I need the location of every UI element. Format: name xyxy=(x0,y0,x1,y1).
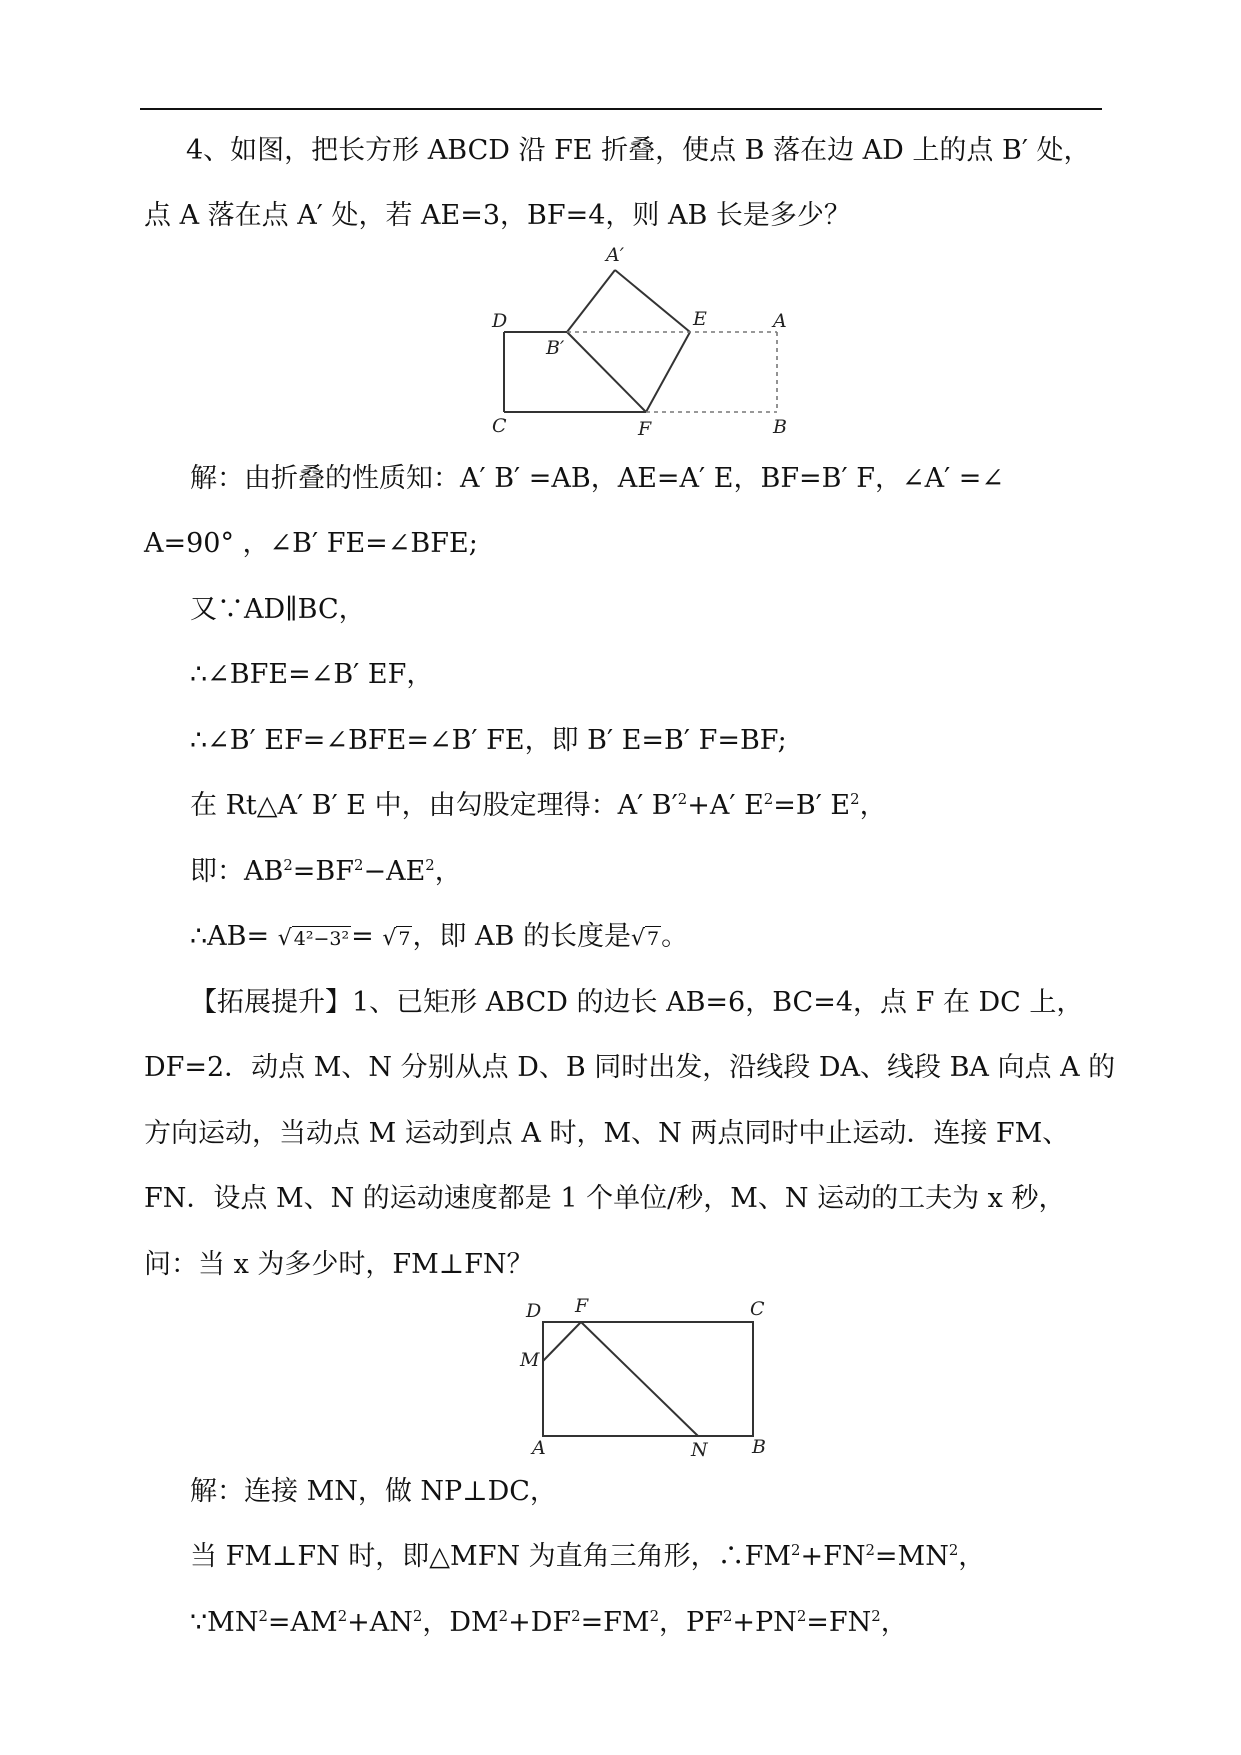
sqrt-expression: √ 7 xyxy=(630,926,660,951)
text-run: = xyxy=(351,921,383,952)
label-B: B xyxy=(773,416,787,438)
segment-MF xyxy=(543,1322,581,1361)
solution-ext-line1: 解：连接 MN，做 NP⊥DC， xyxy=(190,1476,557,1507)
text-run: ∴AB= xyxy=(190,921,278,952)
text-run: ， xyxy=(434,856,462,887)
text-run: 在 Rt△A′ B′ E 中，由勾股定理得：A′ B′ xyxy=(190,790,678,821)
label-A-prime: A′ xyxy=(606,244,625,266)
solution-ext-line2 xyxy=(190,1540,985,1574)
label-B: B xyxy=(752,1436,766,1458)
extension-line1: 【拓展提升】1、已矩形 ABCD 的边长 AB=6，BC=4，点 F 在 DC 上， xyxy=(190,987,1084,1018)
solution4-line5: ∴∠B′ EF=∠BFE=∠B′ FE，即 B′ E=B′ F=BF; xyxy=(190,725,787,756)
sqrt-expression: √ 7 xyxy=(382,926,411,951)
text-run: ， xyxy=(880,1607,908,1638)
radicand: 4²−3² xyxy=(293,928,350,950)
superscript: 2 xyxy=(498,1607,509,1625)
problem4-line1: 4、如图，把长方形 ABCD 沿 FE 折叠，使点 B 落在边 AD 上的点 B′ 处， xyxy=(186,135,1091,166)
edge-EF xyxy=(646,332,690,412)
edge-B-prime-A-prime xyxy=(567,270,615,332)
superscript: 2 xyxy=(677,790,688,808)
segment-FN xyxy=(581,1322,698,1436)
solution4-line6 xyxy=(190,789,887,823)
solution4-line4: ∴∠BFE=∠B′ EF， xyxy=(190,659,434,690)
text-run: ，即 AB 的长度是 xyxy=(412,921,631,952)
text-run: =AM xyxy=(267,1607,338,1638)
text-run: ∵MN xyxy=(190,1607,259,1638)
text-run: +AN xyxy=(347,1607,413,1638)
text-run: 当 FM⊥FN 时，即△MFN 为直角三角形，∴FM xyxy=(190,1541,792,1572)
text-run: ， xyxy=(859,790,887,821)
edge-B-prime-F xyxy=(567,332,646,412)
text-run: =FN xyxy=(806,1607,872,1638)
superscript: 2 xyxy=(258,1607,268,1625)
label-B-prime: B′ xyxy=(546,337,565,359)
superscript: 2 xyxy=(850,790,860,808)
label-C: C xyxy=(750,1298,765,1320)
superscript: 2 xyxy=(763,790,774,808)
text-run: =MN xyxy=(874,1541,949,1572)
text-run: =BF xyxy=(292,856,354,887)
text-run: =B′ E xyxy=(773,790,851,821)
label-E: E xyxy=(693,308,707,330)
superscript: 2 xyxy=(283,856,293,874)
edge-A-prime-E xyxy=(615,270,690,332)
superscript: 2 xyxy=(865,1541,875,1559)
solution4-line3: 又∵AD∥BC， xyxy=(190,594,366,625)
superscript: 2 xyxy=(871,1607,881,1625)
text-run: ，DM xyxy=(422,1607,499,1638)
superscript: 2 xyxy=(571,1607,581,1625)
sqrt-expression: √ 4²−3² xyxy=(277,926,350,951)
solution4-line2: A=90° ，∠B′ FE=∠BFE; xyxy=(144,528,478,559)
superscript: 2 xyxy=(425,856,435,874)
solution4-line1: 解：由折叠的性质知：A′ B′ =AB，AE=A′ E，BF=B′ F，∠A′ =∠ xyxy=(190,463,1005,494)
label-A: A xyxy=(532,1437,546,1459)
text-run: +FN xyxy=(800,1541,866,1572)
extension-line5: 问：当 x 为多少时，FM⊥FN？ xyxy=(144,1249,534,1280)
superscript: 2 xyxy=(354,856,364,874)
text-run: 即：AB xyxy=(190,856,284,887)
label-C: C xyxy=(492,415,507,437)
superscript: 2 xyxy=(791,1541,801,1559)
solution-ext-line3 xyxy=(190,1606,908,1640)
solution4-line7 xyxy=(190,855,462,889)
header-rule xyxy=(140,108,1102,110)
label-D: D xyxy=(492,310,508,332)
label-M: M xyxy=(520,1349,540,1371)
superscript: 2 xyxy=(796,1607,807,1625)
label-D: D xyxy=(526,1300,542,1322)
label-A: A xyxy=(773,310,787,332)
extension-line2: DF=2．动点 M、N 分别从点 D、B 同时出发，沿线段 DA、线段 BA 向点 A 的 xyxy=(144,1052,1116,1083)
label-N: N xyxy=(691,1439,708,1461)
text-run: +A′ E xyxy=(687,790,764,821)
label-F: F xyxy=(638,418,652,440)
solution4-line8 xyxy=(190,920,688,956)
radicand: 7 xyxy=(647,928,660,950)
label-F: F xyxy=(575,1296,589,1317)
text-run: 。 xyxy=(661,921,689,952)
text-run: =FM xyxy=(580,1607,650,1638)
rectangle-ABCD xyxy=(543,1322,753,1436)
superscript: 2 xyxy=(649,1607,660,1625)
radicand: 7 xyxy=(398,928,411,950)
fold-rectangle-figure xyxy=(480,244,800,444)
superscript: 2 xyxy=(722,1607,733,1625)
text-run: ，PF xyxy=(659,1607,723,1638)
superscript: 2 xyxy=(948,1541,959,1559)
extension-line3: 方向运动，当动点 M 运动到点 A 时，M、N 两点同时中止运动．连接 FM、 xyxy=(144,1118,1070,1149)
text-run: −AE xyxy=(363,856,426,887)
moving-points-rectangle-figure xyxy=(508,1296,788,1466)
superscript: 2 xyxy=(412,1607,423,1625)
text-run: +DF xyxy=(508,1607,572,1638)
problem4-line2: 点 A 落在点 A′ 处，若 AE=3，BF=4，则 AB 长是多少？ xyxy=(144,200,851,231)
extension-line4: FN．设点 M、N 的运动速度都是 1 个单位/秒，M、N 运动的工夫为 x 秒， xyxy=(144,1183,1066,1214)
superscript: 2 xyxy=(337,1607,348,1625)
text-run: ， xyxy=(958,1541,986,1572)
text-run: +PN xyxy=(732,1607,797,1638)
